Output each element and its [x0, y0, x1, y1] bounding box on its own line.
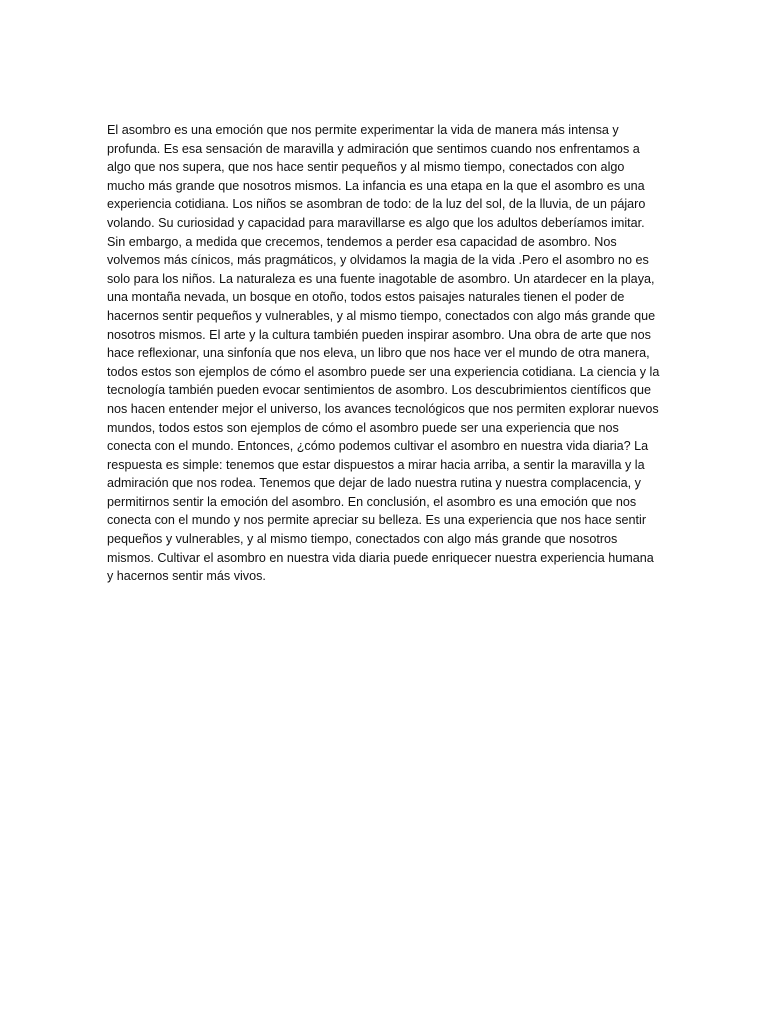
body-paragraph: El asombro es una emoción que nos permite experimentar la vida de manera más intensa y profunda. Es esa sensación de maravilla y admiración que sentimos cuando nos enfrentamos a algo que nos supera, que nos hace sentir pequeños y al mismo tiempo, conectados con algo mucho más grande que nosotros mismos. La infancia es una etapa en la que el asombro es una experiencia cotidiana. Los niños se asombran de todo: de la luz del sol, de la lluvia, de un pájaro volando. Su curiosidad y capacidad para maravillarse es algo que los adultos deberíamos imitar. Sin embargo, a medida que crecemos, tendemos a perder esa capacidad de asombro. Nos volvemos más cínicos, más pragmáticos, y olvidamos la magia de la vida .Pero el asombro no es solo para los niños. La naturaleza es una fuente inagotable de asombro. Un atardecer en la playa, una montaña nevada, un bosque en otoño, todos estos paisajes naturales tienen el poder de hacernos sentir pequeños y vulnerables, y al mismo tiempo, conectados con algo más grande que nosotros mismos. El arte y la cultura también pueden inspirar asombro. Una obra de arte que nos hace reflexionar, una sinfonía que nos eleva, un libro que nos hace ver el mundo de otra manera, todos estos son ejemplos de cómo el asombro puede ser una experiencia cotidiana. La ciencia y la tecnología también pueden evocar sentimientos de asombro. Los descubrimientos científicos que nos hacen entender mejor el universo, los avances tecnológicos que nos permiten explorar nuevos mundos, todos estos son ejemplos de cómo el asombro puede ser una experiencia que nos conecta con el mundo. Entonces, ¿cómo podemos cultivar el asombro en nuestra vida diaria? La respuesta es simple: tenemos que estar dispuestos a mirar hacia arriba, a sentir la maravilla y la admiración que nos rodea. Tenemos que dejar de lado nuestra rutina y nuestra complacencia, y permitirnos sentir la emoción del asombro. En conclusión, el asombro es una emoción que nos conecta con el mundo y nos permite apreciar su belleza. Es una experiencia que nos hace sentir pequeños y vulnerables, y al mismo tiempo, conectados con algo más grande que nosotros mismos. Cultivar el asombro en nuestra vida diaria puede enriquecer nuestra experiencia humana y hacernos sentir más vivos.: [107, 123, 660, 584]
